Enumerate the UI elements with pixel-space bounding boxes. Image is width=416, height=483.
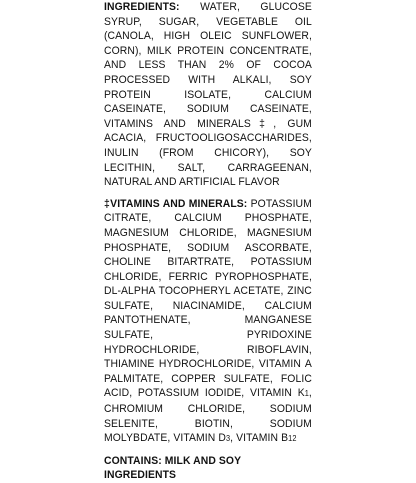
- ingredients-heading: INGREDIENTS:: [104, 1, 180, 13]
- vitamin-b-subscript: 12: [288, 434, 297, 444]
- ingredient-label: [104, 0, 312, 482]
- vitamins-text-part3: , VITAMIN B: [230, 432, 289, 445]
- vitamin-k-subscript: 1: [304, 389, 309, 399]
- vitamins-paragraph: [104, 197, 312, 447]
- vitamins-text-part1: POTASSIUM CITRATE, CALCIUM PHOSPHATE, MAGNESIUM CHLORIDE, MAGNESIUM PHOSPHATE, SODIUM ASCORBATE, CHOLINE BITARTRATE, POTASSIUM CHLORIDE, FERRIC PYROPHOSPHATE, DL-ALPHA TOCOPHERYL ACETATE, ZINC SULFATE, NIACINAMIDE, CALCIUM PANTOTHENATE, MANGANESE SULFATE, PYRIDOXINE HYDROCHLORIDE, RIBOFLAVIN, THIAMINE HYDROCHLORIDE, VITAMIN A PALMITATE, COPPER SULFATE, FOLIC ACID, POTASSIUM IODIDE, VITAMIN K: [104, 197, 312, 400]
- allergen-statement: CONTAINS: MILK AND SOY INGREDIENTS: [104, 454, 241, 482]
- vitamins-heading: ‡VITAMINS AND MINERALS:: [104, 197, 248, 210]
- vitamins-text-part2: , CHROMIUM CHLORIDE, SODIUM SELENITE, BIOTIN, SODIUM MOLYBDATE, VITAMIN D: [104, 387, 312, 445]
- ingredients-paragraph: [104, 0, 312, 190]
- vitamin-d-subscript: 3: [225, 434, 231, 444]
- ingredients-text: WATER, GLUCOSE SYRUP, SUGAR, VEGETABLE OIL (CANOLA, HIGH OLEIC SUNFLOWER, CORN), MILK PROTEIN CONCENTRATE, AND LESS THAN 2% OF COCOA PROCESSED WITH ALKALI, SOY PROTEIN ISOLATE, CALCIUM CASEINATE, SODIUM CASEINATE, VITAMINS AND MINERALS‡, GUM ACACIA, FRUCTOOLIGOSACCHARIDES, INULIN (FROM CHICORY), SOY LECITHIN, SALT, CARRAGEENAN, NATURAL AND ARTIFICIAL FLAVOR: [104, 1, 312, 189]
